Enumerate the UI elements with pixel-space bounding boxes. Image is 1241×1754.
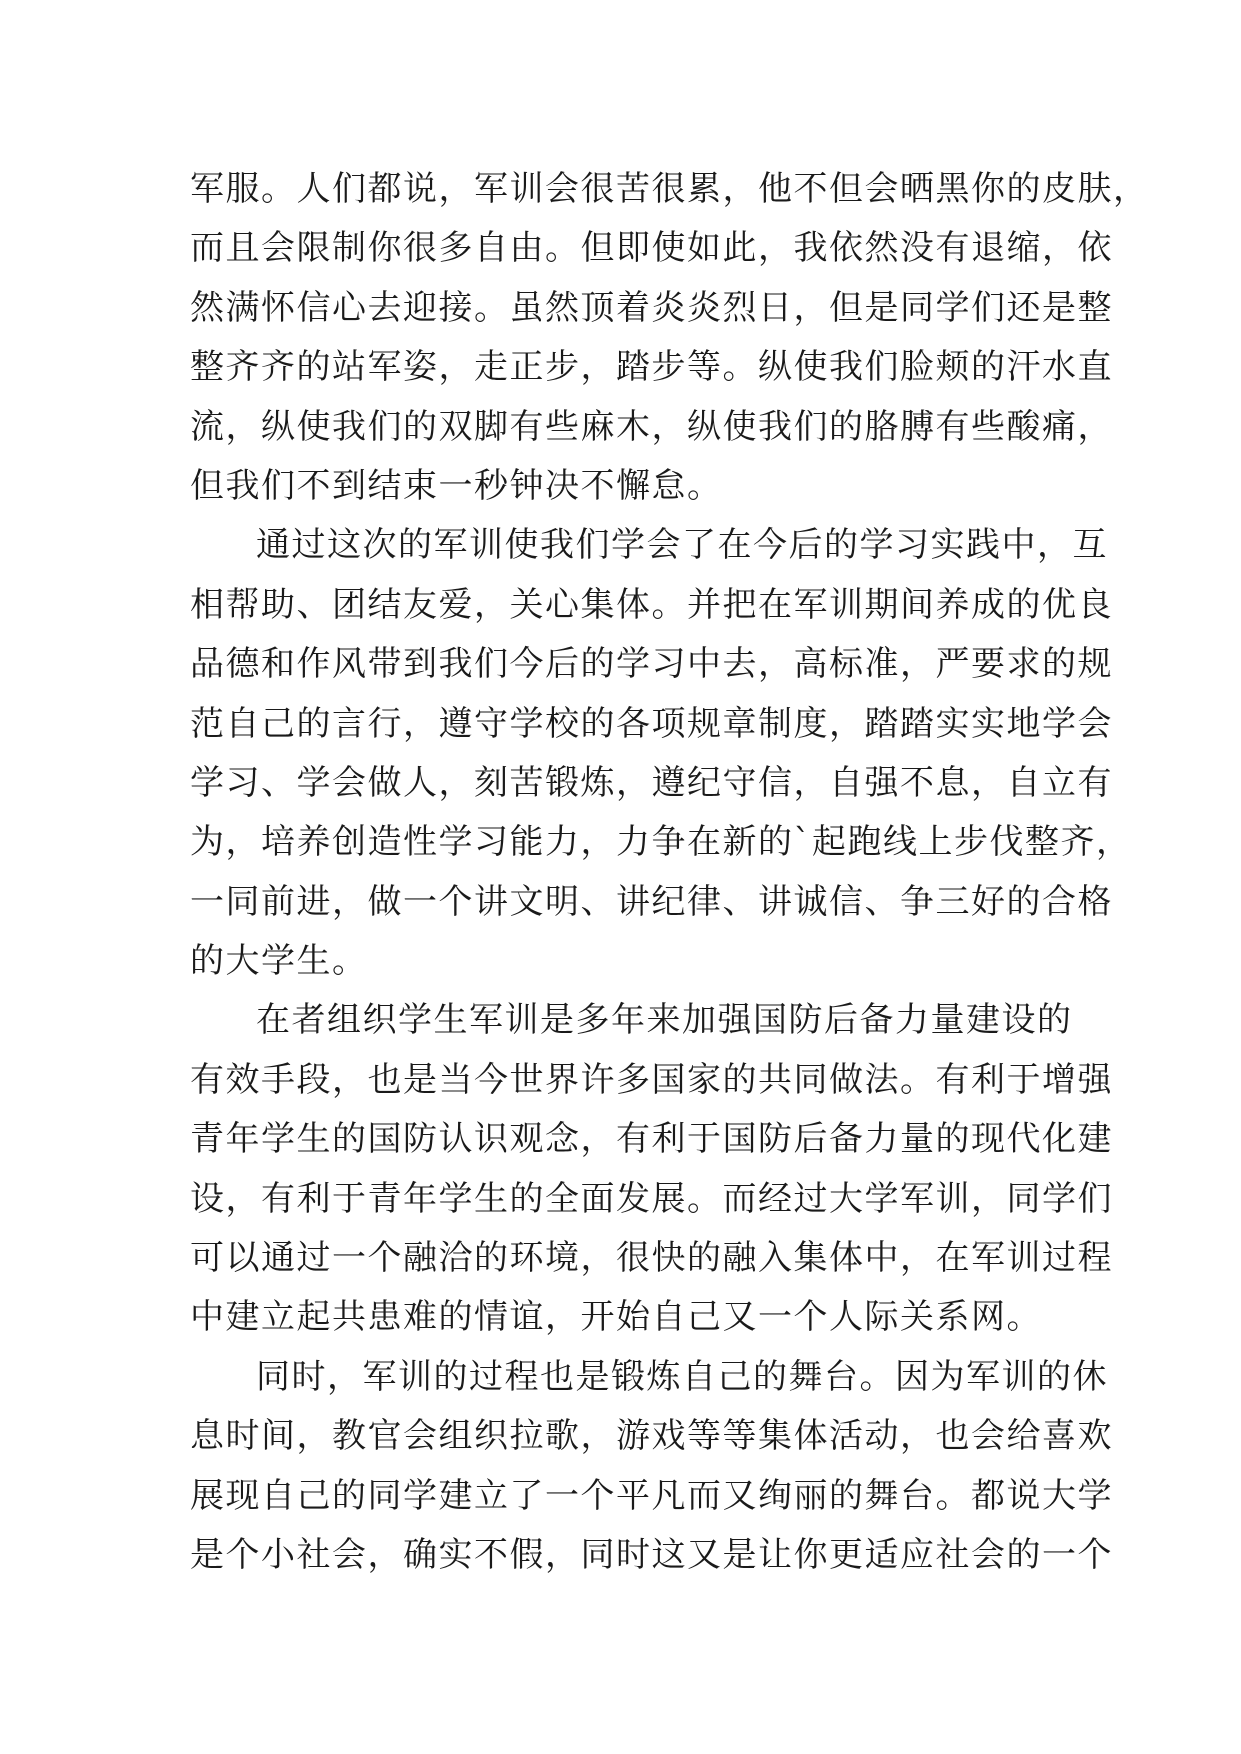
text-line: 为，培养创造性学习能力，力争在新的`起跑线上步伐整齐，	[190, 822, 1132, 863]
text-line: 品德和作风带到我们今后的学习中去，高标准，严要求的规	[190, 644, 1113, 685]
text-line: 但我们不到结束一秒钟决不懈怠。	[190, 465, 723, 506]
text-line: 的大学生。	[190, 941, 368, 982]
paragraph-4	[190, 1348, 1113, 1586]
text-line: 范自己的言行，遵守学校的各项规章制度，踏踏实实地学会	[190, 703, 1113, 744]
text-line: 一同前进，做一个讲文明、讲纪律、讲诚信、争三好的合格	[190, 881, 1113, 922]
text-line: 整齐齐的站军姿，走正步，踏步等。纵使我们脸颊的汗水直	[190, 347, 1113, 388]
text-line: 流，纵使我们的双脚有些麻木，纵使我们的胳膊有些酸痛，	[190, 406, 1113, 447]
text-line: 然满怀信心去迎接。虽然顶着炎炎烈日，但是同学们还是整	[190, 287, 1113, 328]
paragraph-2	[190, 516, 1132, 991]
document-body	[190, 160, 1149, 1585]
text-line: 设，有利于青年学生的全面发展。而经过大学军训，同学们	[190, 1178, 1113, 1219]
text-line: 同时，军训的过程也是锻炼自己的舞台。因为军训的休	[256, 1356, 1108, 1397]
text-line: 军服。人们都说，军训会很苦很累，他不但会晒黑你的皮肤，	[190, 169, 1149, 209]
text-line: 可以通过一个融洽的环境，很快的融入集体中，在军训过程	[190, 1238, 1113, 1279]
text-line: 相帮助、团结友爱，关心集体。并把在军训期间养成的优良	[190, 584, 1113, 625]
text-line: 通过这次的军训使我们学会了在今后的学习实践中，互	[256, 525, 1108, 566]
text-line: 青年学生的国防认识观念，有利于国防后备力量的现代化建	[190, 1119, 1113, 1160]
text-line: 有效手段，也是当今世界许多国家的共同做法。有利于增强	[190, 1059, 1113, 1100]
text-line: 而且会限制你很多自由。但即使如此，我依然没有退缩，依	[190, 228, 1113, 269]
paragraph-3	[190, 991, 1113, 1347]
text-line: 中建立起共患难的情谊，开始自己又一个人际关系网。	[190, 1297, 1042, 1338]
text-line: 是个小社会，确实不假，同时这又是让你更适应社会的一个	[190, 1534, 1113, 1575]
text-line: 展现自己的同学建立了一个平凡而又绚丽的舞台。都说大学	[190, 1475, 1113, 1516]
text-line: 学习、学会做人，刻苦锻炼，遵纪守信，自强不息，自立有	[190, 762, 1113, 803]
paragraph-1	[190, 160, 1149, 516]
text-line: 息时间，教官会组织拉歌，游戏等等集体活动，也会给喜欢	[190, 1416, 1113, 1457]
text-line: 在者组织学生军训是多年来加强国防后备力量建设的	[256, 1000, 1073, 1041]
